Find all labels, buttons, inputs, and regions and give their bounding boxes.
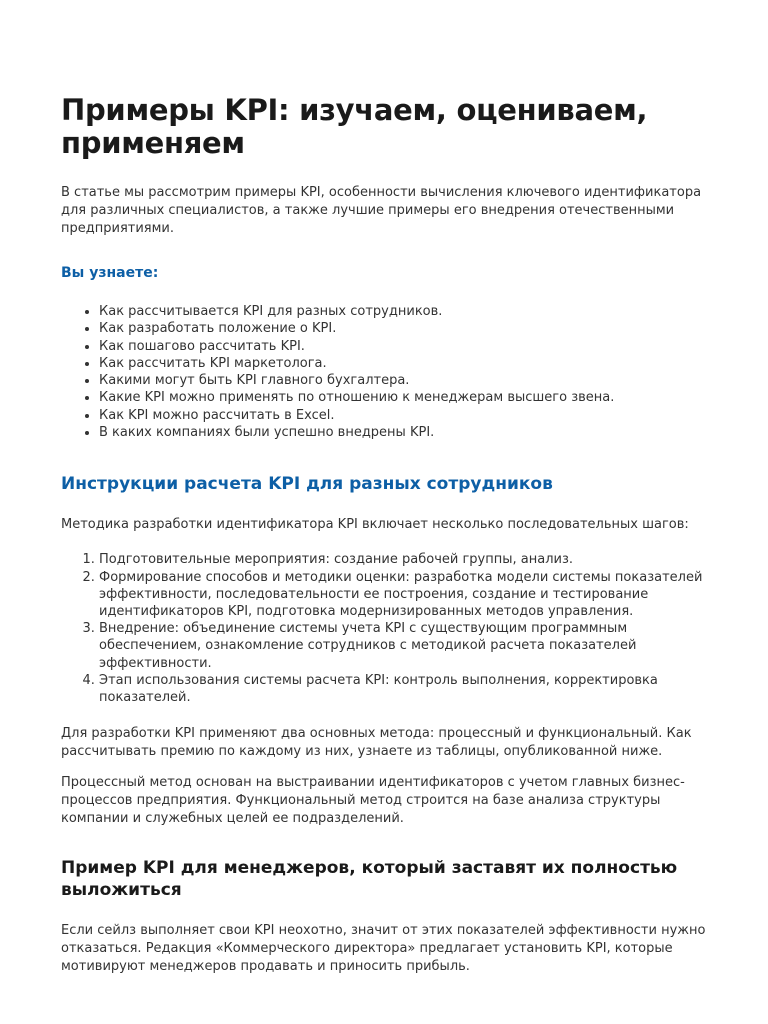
list-item: • Как KPI можно рассчитать в Excel. xyxy=(99,407,711,424)
methods-paragraph: Для разработки KPI применяют два основных метода: процессный и функциональный. Как рассчитывать премию по каждому из них, узнаете из таблицы, опубликованной ниже. xyxy=(61,726,692,760)
intro-paragraph: В статье мы рассмотрим примеры KPI, особенности вычисления ключевого идентификатора для различных специалистов, а также лучшие примеры его внедрения отечественными предприятиями. xyxy=(61,185,702,236)
learn-heading: Вы узнаете: xyxy=(61,265,159,281)
list-item: • Как пошагово рассчитать KPI. xyxy=(99,338,711,355)
section-heading-managers: Пример KPI для менеджеров, который заставят их полностью выложиться xyxy=(61,858,678,901)
step-item: 4. Этап использования системы расчета KPI: контроль выполнения, корректировка показателей. xyxy=(99,672,711,706)
step-item: 3. Внедрение: объединение системы учета KPI с существующим программным обеспечением, ознакомление сотрудников с методикой расчета показателей эффективности. xyxy=(99,620,711,672)
list-item: • Какие KPI можно применять по отношению к менеджерам высшего звена. xyxy=(99,389,711,406)
learn-list xyxy=(61,303,711,441)
list-item: • Как рассчитывается KPI для разных сотрудников. xyxy=(99,303,711,320)
list-item: • Какими могут быть KPI главного бухгалтера. xyxy=(99,372,711,389)
steps-list xyxy=(61,551,711,706)
process-method-paragraph: Процессный метод основан на выстраивании идентификаторов с учетом главных бизнес-процессов предприятия. Функциональный метод строится на базе анализа структуры компании и служебных целей ее подразделений. xyxy=(61,775,685,827)
section-heading-instructions: Инструкции расчета KPI для разных сотрудников xyxy=(61,474,553,495)
list-item: • Как рассчитать KPI маркетолога. xyxy=(99,355,711,372)
list-item: • В каких компаниях были успешно внедрены KPI. xyxy=(99,424,711,441)
step-item: 1. Подготовительные мероприятия: создание рабочей группы, анализ. xyxy=(99,551,711,568)
article xyxy=(61,94,711,976)
section-lead-paragraph: Методика разработки идентификатора KPI включает несколько последовательных шагов: xyxy=(61,517,689,533)
step-item: 2. Формирование способов и методики оценки: разработка модели системы показателей эффективности, последовательности ее построения, создание и тестирование идентификаторов KPI, подготовка модернизированных методов управления. xyxy=(99,569,711,621)
managers-paragraph: Если сейлз выполняет свои KPI неохотно, значит от этих показателей эффективности нужно отказаться. Редакция «Коммерческого директора» предлагает установить KPI, которые мотивируют менеджеров продавать и приносить прибыль. xyxy=(61,923,706,975)
page-title: Примеры KPI: изучаем, оцениваем, применяем xyxy=(61,93,648,160)
list-item: • Как разработать положение о KPI. xyxy=(99,320,711,337)
